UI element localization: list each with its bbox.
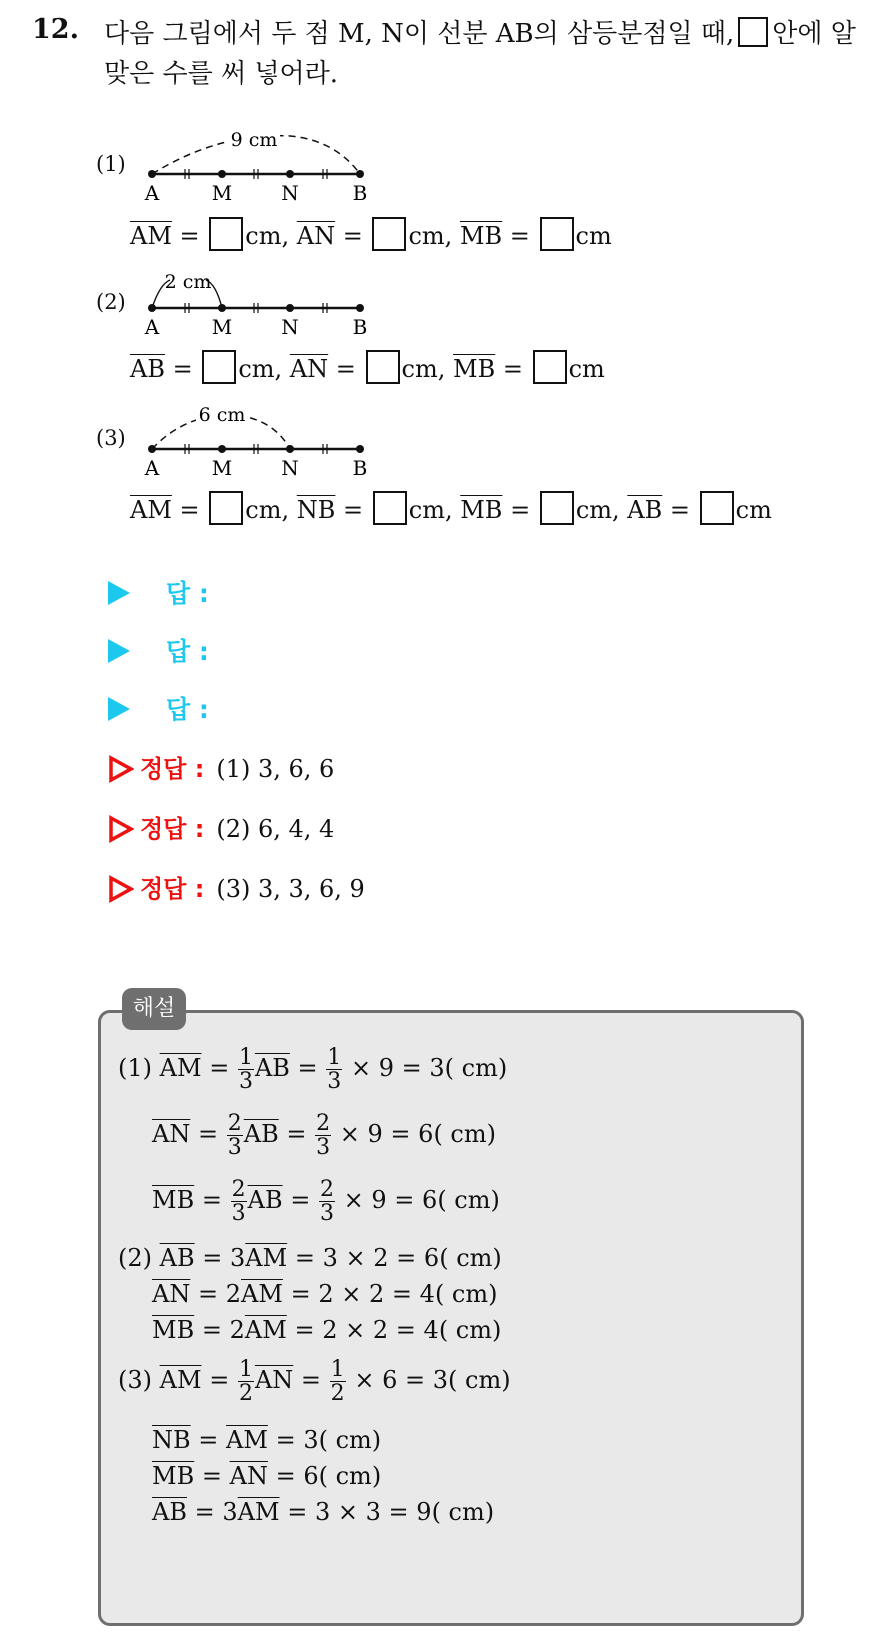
unit-label: cm,: [401, 355, 446, 383]
play-arrow-icon: [108, 581, 130, 605]
measure-label: 2 cm: [164, 271, 212, 293]
answer-label: 답 :: [166, 637, 209, 666]
part-3-label: (3): [96, 426, 126, 450]
part-2-equations: $\overline{AB}$ = cm, $\overline{AN}$ = cm, $\overline{MB}$ = cm: [130, 355, 605, 384]
solution-part: (1): [216, 755, 251, 783]
answer-row-2[interactable]: [108, 632, 209, 668]
explanation-line: $\overline{MB} = \overline{AN} = 6$( cm): [152, 1462, 382, 1490]
explanation-line: $\overline{MB}$ = $\frac{2}{3}$ $\overline{AB}$ = $\frac{2}{3}$ × 9 = 6( cm): [152, 1177, 500, 1226]
answer-blank[interactable]: [366, 350, 400, 384]
point-B-label: B: [352, 315, 368, 339]
point-N-label: N: [281, 456, 299, 480]
point-M-label: M: [211, 315, 233, 339]
outline-arrow-icon: [108, 815, 134, 843]
unit-label: cm,: [245, 222, 290, 250]
explanation-line: (2) $\overline{AB} = 3\overline{AM} = 3 \times 2 = 6$( cm): [118, 1244, 502, 1272]
outline-arrow-icon: [108, 875, 134, 903]
answer-row-1[interactable]: [108, 574, 209, 610]
part-1-equations: $\overline{AM}$ = cm, $\overline{AN}$ = cm, $\overline{MB}$ = cm: [130, 222, 612, 251]
part-1-segment-diagram: [140, 130, 380, 220]
segment-symbol: $\overline{AB}$: [627, 496, 663, 524]
segment-symbol: $\overline{AM}$: [130, 222, 172, 250]
solution-values: 3, 6, 6: [257, 755, 335, 783]
solution-values: 6, 4, 4: [257, 815, 335, 843]
point-M-label: M: [211, 456, 233, 480]
play-arrow-icon: [108, 697, 130, 721]
solution-part: (2): [216, 815, 251, 843]
segment-symbol: $\overline{NB}$: [296, 496, 336, 524]
part-2-figure: [140, 264, 380, 354]
question-text-part1: 다음 그림에서 두 점 M, N이 선분 AB의 삼등분점일 때,: [104, 19, 735, 49]
part-1-figure: [140, 130, 380, 220]
explanation-line: $\overline{MB} = 2\overline{AM} = 2 \times 2 = 4$( cm): [152, 1316, 502, 1344]
point-M-label: M: [211, 181, 233, 205]
outline-arrow-icon: [108, 755, 134, 783]
segment-symbol: $\overline{AB}$: [130, 355, 165, 383]
explanation-line: (1) $\overline{AM}$ = $\frac{1}{3}$ $\overline{AB}$ = $\frac{1}{3}$ × 9 = 3( cm): [118, 1045, 508, 1094]
solution-label: 정답 :: [140, 815, 205, 843]
answer-row-3[interactable]: [108, 690, 209, 726]
solution-row-2: [108, 809, 334, 844]
segment-symbol: $\overline{AN}$: [289, 355, 329, 383]
solution-row-1: [108, 749, 334, 784]
part-1-label: (1): [96, 152, 126, 176]
part-2-segment-diagram: [140, 264, 380, 354]
play-arrow-icon: [108, 639, 130, 663]
answer-blank[interactable]: [540, 217, 574, 251]
solution-row-3: [108, 869, 365, 904]
answer-blank[interactable]: [372, 217, 406, 251]
part-3-figure: [140, 405, 380, 495]
answer-blank[interactable]: [533, 350, 567, 384]
solution-values: 3, 3, 6, 9: [257, 875, 365, 903]
answer-blank[interactable]: [700, 491, 734, 525]
measure-label: 9 cm: [230, 129, 278, 151]
point-A-label: A: [144, 315, 160, 339]
answer-label: 답 :: [166, 579, 209, 608]
part-2-label: (2): [96, 290, 126, 314]
segment-symbol: $\overline{AM}$: [130, 496, 172, 524]
unit-label: cm,: [245, 496, 290, 524]
segment-symbol: $\overline{MB}$: [453, 355, 496, 383]
part-3-equations: $\overline{AM}$ = cm, $\overline{NB}$ = cm, $\overline{MB}$ = cm, $\overline{AB}$ = cm: [130, 496, 772, 525]
unit-label: cm,: [408, 222, 453, 250]
answer-blank[interactable]: [202, 350, 236, 384]
point-N-label: N: [281, 181, 299, 205]
unit-label: cm,: [238, 355, 283, 383]
question-number: 12.: [32, 14, 79, 45]
point-A-label: A: [144, 181, 160, 205]
unit-label: cm,: [408, 496, 453, 524]
answer-blank[interactable]: [373, 491, 407, 525]
solution-part: (3): [216, 875, 251, 903]
unit-label: cm: [568, 355, 605, 383]
explanation-line: $\overline{AB} = 3\overline{AM} = 3 \times 3 = 9$( cm): [152, 1498, 495, 1526]
part-label: (1): [118, 1054, 152, 1082]
answer-label: 답 :: [166, 695, 209, 724]
answer-blank[interactable]: [209, 217, 243, 251]
answer-blank[interactable]: [209, 491, 243, 525]
explanation-line: $\overline{NB} = \overline{AM} = 3$( cm): [152, 1426, 382, 1454]
segment-symbol: $\overline{MB}$: [460, 496, 503, 524]
explanation-line: $\overline{AN} = 2\overline{AM} = 2 \times 2 = 4$( cm): [152, 1280, 498, 1308]
question-text: [104, 14, 864, 94]
part-3-segment-diagram: [140, 405, 380, 495]
point-B-label: B: [352, 456, 368, 480]
answer-blank[interactable]: [540, 491, 574, 525]
measure-label: 6 cm: [198, 404, 246, 426]
explanation-line: (3) $\overline{AM}$ = $\frac{1}{2}$ $\overline{AN}$ = $\frac{1}{2}$ × 6 = 3( cm): [118, 1357, 511, 1406]
point-N-label: N: [281, 315, 299, 339]
solution-label: 정답 :: [140, 875, 205, 903]
unit-label: cm: [575, 222, 612, 250]
point-A-label: A: [144, 456, 160, 480]
unit-label: cm: [735, 496, 772, 524]
solution-label: 정답 :: [140, 755, 205, 783]
explanation-tag: 해설: [122, 988, 186, 1030]
unit-label: cm,: [575, 496, 620, 524]
blank-box-symbol: [738, 17, 768, 47]
question-text-part2: 안에 알맞은 수를 써 넣어라.: [104, 19, 856, 89]
explanation-line: $\overline{AN}$ = $\frac{2}{3}$ $\overline{AB}$ = $\frac{2}{3}$ × 9 = 6( cm): [152, 1111, 496, 1160]
segment-symbol: $\overline{MB}$: [459, 222, 503, 250]
segment-symbol: $\overline{AN}$: [296, 222, 336, 250]
point-B-label: B: [352, 181, 368, 205]
